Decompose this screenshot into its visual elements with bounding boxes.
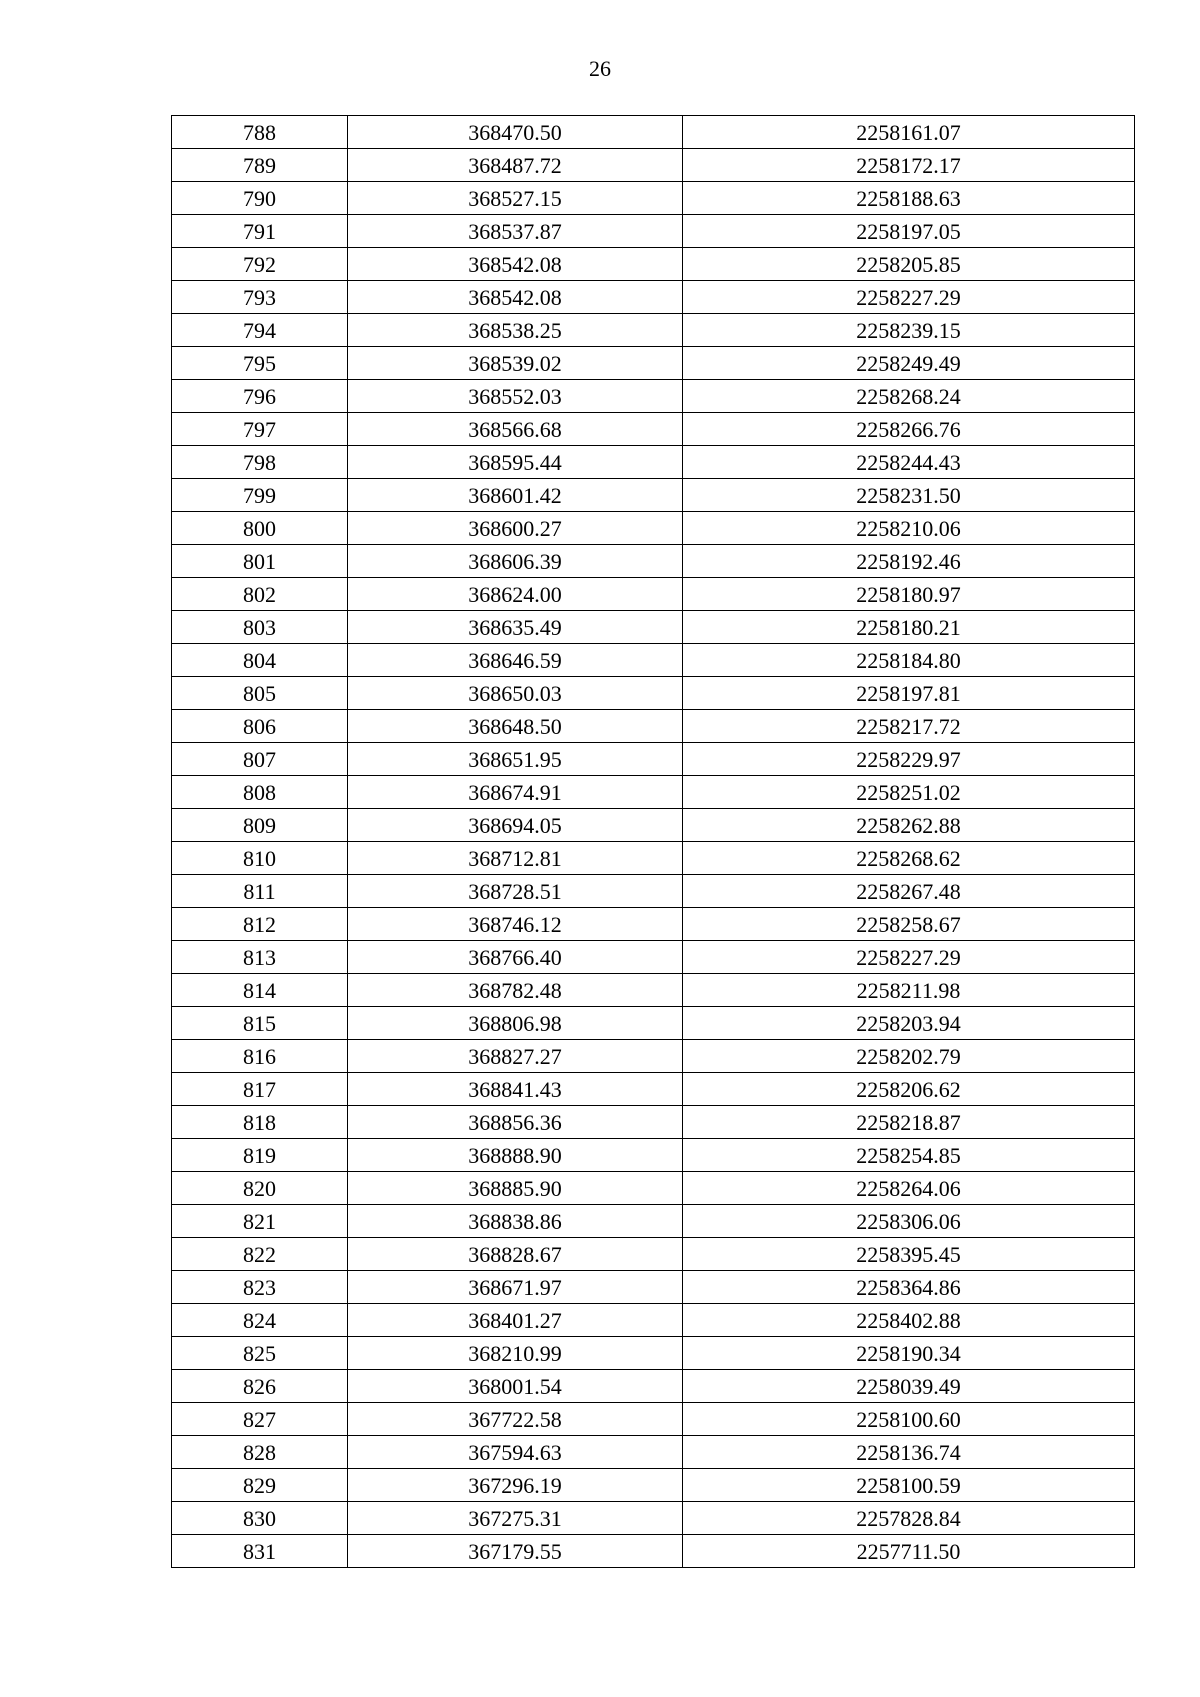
x-coordinate-cell: 368646.59 xyxy=(348,644,683,677)
point-number-cell: 809 xyxy=(172,809,348,842)
point-number-cell: 798 xyxy=(172,446,348,479)
y-coordinate-cell: 2258268.24 xyxy=(683,380,1135,413)
point-number-cell: 830 xyxy=(172,1502,348,1535)
y-coordinate-cell: 2258039.49 xyxy=(683,1370,1135,1403)
point-number-cell: 807 xyxy=(172,743,348,776)
table-row xyxy=(172,545,1135,578)
y-coordinate-cell: 2258211.98 xyxy=(683,974,1135,1007)
x-coordinate-cell: 368537.87 xyxy=(348,215,683,248)
x-coordinate-cell: 368566.68 xyxy=(348,413,683,446)
point-number-cell: 795 xyxy=(172,347,348,380)
y-coordinate-cell: 2258227.29 xyxy=(683,281,1135,314)
x-coordinate-cell: 368651.95 xyxy=(348,743,683,776)
table-row xyxy=(172,1172,1135,1205)
y-coordinate-cell: 2258161.07 xyxy=(683,116,1135,149)
table-row xyxy=(172,1106,1135,1139)
y-coordinate-cell: 2258197.05 xyxy=(683,215,1135,248)
x-coordinate-cell: 368600.27 xyxy=(348,512,683,545)
point-number-cell: 831 xyxy=(172,1535,348,1568)
y-coordinate-cell: 2258364.86 xyxy=(683,1271,1135,1304)
point-number-cell: 821 xyxy=(172,1205,348,1238)
y-coordinate-cell: 2258188.63 xyxy=(683,182,1135,215)
y-coordinate-cell: 2258402.88 xyxy=(683,1304,1135,1337)
point-number-cell: 816 xyxy=(172,1040,348,1073)
x-coordinate-cell: 368210.99 xyxy=(348,1337,683,1370)
point-number-cell: 788 xyxy=(172,116,348,149)
table-row xyxy=(172,1436,1135,1469)
table-row xyxy=(172,314,1135,347)
table-row xyxy=(172,875,1135,908)
x-coordinate-cell: 368470.50 xyxy=(348,116,683,149)
point-number-cell: 828 xyxy=(172,1436,348,1469)
y-coordinate-cell: 2258262.88 xyxy=(683,809,1135,842)
y-coordinate-cell: 2258172.17 xyxy=(683,149,1135,182)
x-coordinate-cell: 368542.08 xyxy=(348,248,683,281)
y-coordinate-cell: 2258266.76 xyxy=(683,413,1135,446)
point-number-cell: 822 xyxy=(172,1238,348,1271)
table-row xyxy=(172,413,1135,446)
point-number-cell: 801 xyxy=(172,545,348,578)
point-number-cell: 789 xyxy=(172,149,348,182)
point-number-cell: 803 xyxy=(172,611,348,644)
table-row xyxy=(172,1337,1135,1370)
y-coordinate-cell: 2258203.94 xyxy=(683,1007,1135,1040)
x-coordinate-cell: 368606.39 xyxy=(348,545,683,578)
table-row xyxy=(172,1304,1135,1337)
point-number-cell: 810 xyxy=(172,842,348,875)
table-row xyxy=(172,1271,1135,1304)
y-coordinate-cell: 2258184.80 xyxy=(683,644,1135,677)
y-coordinate-cell: 2258267.48 xyxy=(683,875,1135,908)
x-coordinate-cell: 368542.08 xyxy=(348,281,683,314)
x-coordinate-cell: 368527.15 xyxy=(348,182,683,215)
y-coordinate-cell: 2258206.62 xyxy=(683,1073,1135,1106)
point-number-cell: 815 xyxy=(172,1007,348,1040)
point-number-cell: 796 xyxy=(172,380,348,413)
table-row xyxy=(172,776,1135,809)
table-row xyxy=(172,479,1135,512)
x-coordinate-cell: 368624.00 xyxy=(348,578,683,611)
x-coordinate-cell: 367722.58 xyxy=(348,1403,683,1436)
y-coordinate-cell: 2257828.84 xyxy=(683,1502,1135,1535)
point-number-cell: 819 xyxy=(172,1139,348,1172)
table-row xyxy=(172,1403,1135,1436)
y-coordinate-cell: 2258251.02 xyxy=(683,776,1135,809)
table-row xyxy=(172,1040,1135,1073)
point-number-cell: 793 xyxy=(172,281,348,314)
table-row xyxy=(172,1370,1135,1403)
x-coordinate-cell: 367296.19 xyxy=(348,1469,683,1502)
point-number-cell: 802 xyxy=(172,578,348,611)
y-coordinate-cell: 2258254.85 xyxy=(683,1139,1135,1172)
table-row xyxy=(172,1238,1135,1271)
table-row xyxy=(172,1502,1135,1535)
point-number-cell: 818 xyxy=(172,1106,348,1139)
x-coordinate-cell: 368888.90 xyxy=(348,1139,683,1172)
table-row xyxy=(172,512,1135,545)
table-row xyxy=(172,1469,1135,1502)
point-number-cell: 817 xyxy=(172,1073,348,1106)
x-coordinate-cell: 368838.86 xyxy=(348,1205,683,1238)
x-coordinate-cell: 368674.91 xyxy=(348,776,683,809)
x-coordinate-cell: 368671.97 xyxy=(348,1271,683,1304)
y-coordinate-cell: 2258229.97 xyxy=(683,743,1135,776)
x-coordinate-cell: 368635.49 xyxy=(348,611,683,644)
table-row xyxy=(172,743,1135,776)
point-number-cell: 814 xyxy=(172,974,348,1007)
point-number-cell: 806 xyxy=(172,710,348,743)
x-coordinate-cell: 368694.05 xyxy=(348,809,683,842)
table-row xyxy=(172,677,1135,710)
point-number-cell: 791 xyxy=(172,215,348,248)
x-coordinate-cell: 368828.67 xyxy=(348,1238,683,1271)
table-row xyxy=(172,1073,1135,1106)
table-row xyxy=(172,248,1135,281)
point-number-cell: 825 xyxy=(172,1337,348,1370)
y-coordinate-cell: 2258218.87 xyxy=(683,1106,1135,1139)
table-row xyxy=(172,611,1135,644)
x-coordinate-cell: 368601.42 xyxy=(348,479,683,512)
x-coordinate-cell: 368650.03 xyxy=(348,677,683,710)
table-row xyxy=(172,1535,1135,1568)
table-row xyxy=(172,644,1135,677)
point-number-cell: 792 xyxy=(172,248,348,281)
point-number-cell: 827 xyxy=(172,1403,348,1436)
x-coordinate-cell: 368401.27 xyxy=(348,1304,683,1337)
x-coordinate-cell: 368539.02 xyxy=(348,347,683,380)
table-row xyxy=(172,809,1135,842)
x-coordinate-cell: 368595.44 xyxy=(348,446,683,479)
point-number-cell: 799 xyxy=(172,479,348,512)
y-coordinate-cell: 2258217.72 xyxy=(683,710,1135,743)
y-coordinate-cell: 2258258.67 xyxy=(683,908,1135,941)
x-coordinate-cell: 368746.12 xyxy=(348,908,683,941)
y-coordinate-cell: 2258100.60 xyxy=(683,1403,1135,1436)
y-coordinate-cell: 2258268.62 xyxy=(683,842,1135,875)
point-number-cell: 790 xyxy=(172,182,348,215)
point-number-cell: 794 xyxy=(172,314,348,347)
y-coordinate-cell: 2258180.21 xyxy=(683,611,1135,644)
table-row xyxy=(172,149,1135,182)
table-row xyxy=(172,215,1135,248)
x-coordinate-cell: 368885.90 xyxy=(348,1172,683,1205)
table-row xyxy=(172,1139,1135,1172)
y-coordinate-cell: 2258136.74 xyxy=(683,1436,1135,1469)
table-row xyxy=(172,446,1135,479)
y-coordinate-cell: 2258227.29 xyxy=(683,941,1135,974)
x-coordinate-cell: 368552.03 xyxy=(348,380,683,413)
table-row xyxy=(172,941,1135,974)
x-coordinate-cell: 368766.40 xyxy=(348,941,683,974)
point-number-cell: 824 xyxy=(172,1304,348,1337)
table-row xyxy=(172,116,1135,149)
y-coordinate-cell: 2258210.06 xyxy=(683,512,1135,545)
point-number-cell: 812 xyxy=(172,908,348,941)
point-number-cell: 800 xyxy=(172,512,348,545)
table-row xyxy=(172,578,1135,611)
y-coordinate-cell: 2258202.79 xyxy=(683,1040,1135,1073)
point-number-cell: 820 xyxy=(172,1172,348,1205)
x-coordinate-cell: 368782.48 xyxy=(348,974,683,1007)
coordinates-table-body xyxy=(172,116,1135,1568)
point-number-cell: 804 xyxy=(172,644,348,677)
table-row xyxy=(172,710,1135,743)
table-row xyxy=(172,1205,1135,1238)
y-coordinate-cell: 2258264.06 xyxy=(683,1172,1135,1205)
y-coordinate-cell: 2258239.15 xyxy=(683,314,1135,347)
x-coordinate-cell: 368728.51 xyxy=(348,875,683,908)
y-coordinate-cell: 2258306.06 xyxy=(683,1205,1135,1238)
table-row xyxy=(172,380,1135,413)
table-row xyxy=(172,908,1135,941)
table-row xyxy=(172,1007,1135,1040)
table-row xyxy=(172,347,1135,380)
y-coordinate-cell: 2258395.45 xyxy=(683,1238,1135,1271)
point-number-cell: 823 xyxy=(172,1271,348,1304)
x-coordinate-cell: 367179.55 xyxy=(348,1535,683,1568)
y-coordinate-cell: 2258231.50 xyxy=(683,479,1135,512)
point-number-cell: 808 xyxy=(172,776,348,809)
y-coordinate-cell: 2258205.85 xyxy=(683,248,1135,281)
x-coordinate-cell: 368648.50 xyxy=(348,710,683,743)
table-row xyxy=(172,842,1135,875)
y-coordinate-cell: 2258192.46 xyxy=(683,545,1135,578)
point-number-cell: 826 xyxy=(172,1370,348,1403)
x-coordinate-cell: 368806.98 xyxy=(348,1007,683,1040)
y-coordinate-cell: 2258197.81 xyxy=(683,677,1135,710)
page-number: 26 xyxy=(589,56,611,81)
y-coordinate-cell: 2258190.34 xyxy=(683,1337,1135,1370)
x-coordinate-cell: 368827.27 xyxy=(348,1040,683,1073)
y-coordinate-cell: 2258244.43 xyxy=(683,446,1135,479)
point-number-cell: 813 xyxy=(172,941,348,974)
point-number-cell: 805 xyxy=(172,677,348,710)
table-row xyxy=(172,974,1135,1007)
x-coordinate-cell: 368856.36 xyxy=(348,1106,683,1139)
y-coordinate-cell: 2257711.50 xyxy=(683,1535,1135,1568)
point-number-cell: 811 xyxy=(172,875,348,908)
x-coordinate-cell: 368538.25 xyxy=(348,314,683,347)
x-coordinate-cell: 368712.81 xyxy=(348,842,683,875)
y-coordinate-cell: 2258180.97 xyxy=(683,578,1135,611)
x-coordinate-cell: 368001.54 xyxy=(348,1370,683,1403)
point-number-cell: 797 xyxy=(172,413,348,446)
table-row xyxy=(172,281,1135,314)
table-row xyxy=(172,182,1135,215)
y-coordinate-cell: 2258100.59 xyxy=(683,1469,1135,1502)
point-number-cell: 829 xyxy=(172,1469,348,1502)
x-coordinate-cell: 368841.43 xyxy=(348,1073,683,1106)
y-coordinate-cell: 2258249.49 xyxy=(683,347,1135,380)
coordinates-table xyxy=(171,115,1135,1568)
x-coordinate-cell: 367594.63 xyxy=(348,1436,683,1469)
x-coordinate-cell: 368487.72 xyxy=(348,149,683,182)
x-coordinate-cell: 367275.31 xyxy=(348,1502,683,1535)
